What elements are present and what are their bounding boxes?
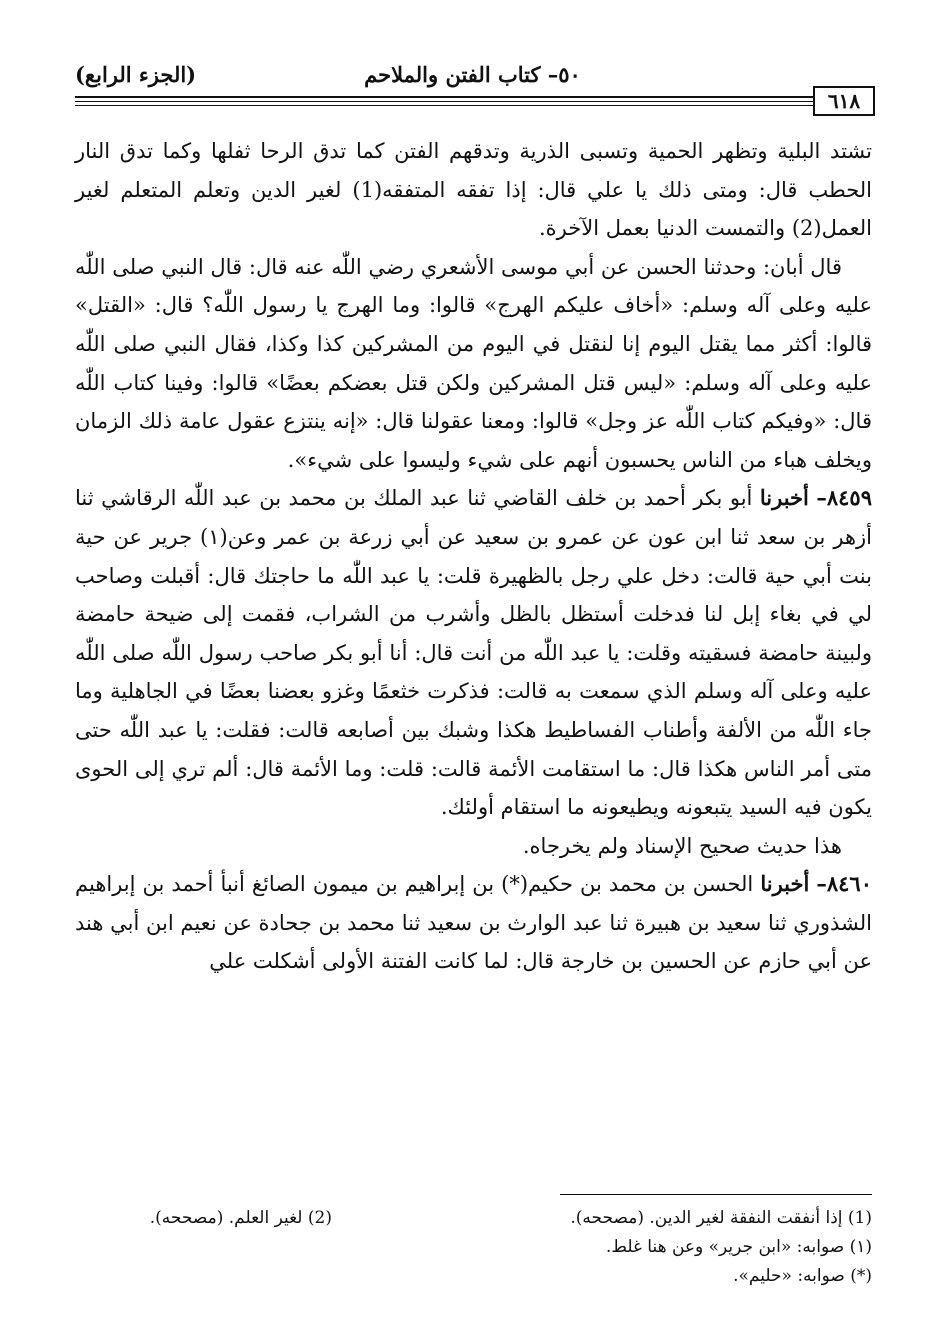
- hadith-lead: أخبرنا: [759, 485, 809, 511]
- paragraph: [75, 827, 872, 866]
- footnote: (*) صوابه: «حليم».: [733, 1266, 872, 1286]
- chapter-title: ٥٠– كتاب الفتن والملاحم: [364, 62, 581, 87]
- paragraph-text: أبو بكر أحمد بن خلف القاضي ثنا عبد الملك بن محمد بن عبد اللّٰه الرقاشي ثنا أزهر بن سعد ثنا ابن عون عن عمرو بن سعيد عن أبي زرعة بن عمر وعن(١) جرير عن حية بنت أبي حية قالت: دخل علي رجل بالظهيرة قلت: يا عبد اللّٰه ما حاجتك قال: أقبلت وصاحب لي في بغاء إبل لنا فدخلت أستظل بالظل وأشرب من الشراب، فقمت إلى ضيحة حامضة ولبينة حامضة فسقيته وقلت: يا عبد اللّٰه من أنت قال: أنا أبو بكر صاحب رسول اللّٰه صلى اللّٰه عليه وعلى آله وسلم الذي سمعت به قالت: فذكرت خثعمًا وغزو بعضنا بعضًا في الجاهلية وما جاء اللّٰه من الألفة وأطناب الفساطيط هكذا وشبك بين أصابعه قالت: فقلت: يا عبد اللّٰه حتى متى أمر الناس هكذا قال: ما استقامت الأئمة قالت: قلت: وما الأئمة قال: ألم تري إلى الحوى يكون فيه السيد يتبعونه ويطيعونه ما استقام أولئك.: [75, 486, 873, 820]
- hadith-number: ٨٤٥٩–: [816, 485, 872, 511]
- footnote: (2) لغير العلم. (مصححه).: [149, 1208, 332, 1228]
- paragraph-text: الحسن بن محمد بن حكيم(*) بن إبراهيم بن ميمون الصائغ أنبأ أحمد بن إبراهيم الشذوري ثنا سعيد بن هبيرة ثنا عبد الوارث بن سعيد ثنا محمد بن جحادة عن نعيم ابن أبي هند عن أبي حازم عن الحسين بن خارجة قال: لما كانت الفتنة الأولى أشكلت علي: [75, 872, 872, 974]
- paragraph-text: هذا حديث صحيح الإسناد ولم يخرجاه.: [522, 833, 842, 858]
- paragraph-text: قال أبان: وحدثنا الحسن عن أبي موسى الأشعري رضي اللّٰه عنه قال: قال النبي صلى اللّٰه عليه وعلى آله وسلم: «أخاف عليكم الهرج» قالوا: وما الهرج يا رسول اللّٰه؟ قال: «القتل» قالوا: أكثر مما يقتل اليوم إنا لنقتل في اليوم من المشركين كذا وكذا، فقال النبي صلى اللّٰه عليه وعلى آله وسلم: «ليس قتل المشركين ولكن قتل بعضكم بعضًا» قالوا: وفينا كتاب اللّٰه قال: «وفيكم كتاب اللّٰه عز وجل» قالوا: ومعنا عقولنا قال: «إنه ينتزع عقول عامة ذلك الزمان ويخلف هباء من الناس يحسبون أنهم على شيء وليسوا على شيء».: [75, 254, 872, 472]
- footnote-row: [75, 1204, 872, 1233]
- hadith-number: ٨٤٦٠–: [816, 871, 872, 897]
- running-header: [75, 60, 870, 94]
- volume-label: (الجزء الرابع): [75, 62, 197, 87]
- main-text: [75, 132, 872, 981]
- paragraph-text: تشتد البلية وتظهر الحمية وتسبى الذرية وتدقهم الفتن كما تدق الرحا ثفلها وكما تدق النار الحطب قال: ومتى ذلك يا علي قال: إذا تفقه المتفقه(1) لغير الدين وتعلم المتعلم لغير العمل(2) والتمست الدنيا بعمل الآخرة.: [75, 139, 872, 241]
- header-rule: [75, 90, 875, 120]
- footnote-row: [75, 1233, 872, 1262]
- footnote: (١) صوابه: «ابن جرير» وعن هنا غلط.: [605, 1237, 872, 1257]
- footnote-rule: [560, 1194, 872, 1195]
- hadith-paragraph: [75, 865, 872, 981]
- rule-line: [75, 96, 815, 98]
- footnote: (1) إذا أنفقت النفقة لغير الدين. (مصححه).: [570, 1208, 872, 1228]
- hadith-paragraph: [75, 479, 872, 826]
- footnote-row: [75, 1262, 872, 1291]
- paragraph: [75, 248, 872, 480]
- rule-line: [75, 105, 815, 106]
- hadith-lead: أخبرنا: [760, 871, 810, 897]
- page-number: ٦١٨: [813, 86, 875, 116]
- paragraph: [75, 132, 872, 248]
- rule-line: [75, 101, 815, 102]
- footnotes: [75, 1204, 872, 1291]
